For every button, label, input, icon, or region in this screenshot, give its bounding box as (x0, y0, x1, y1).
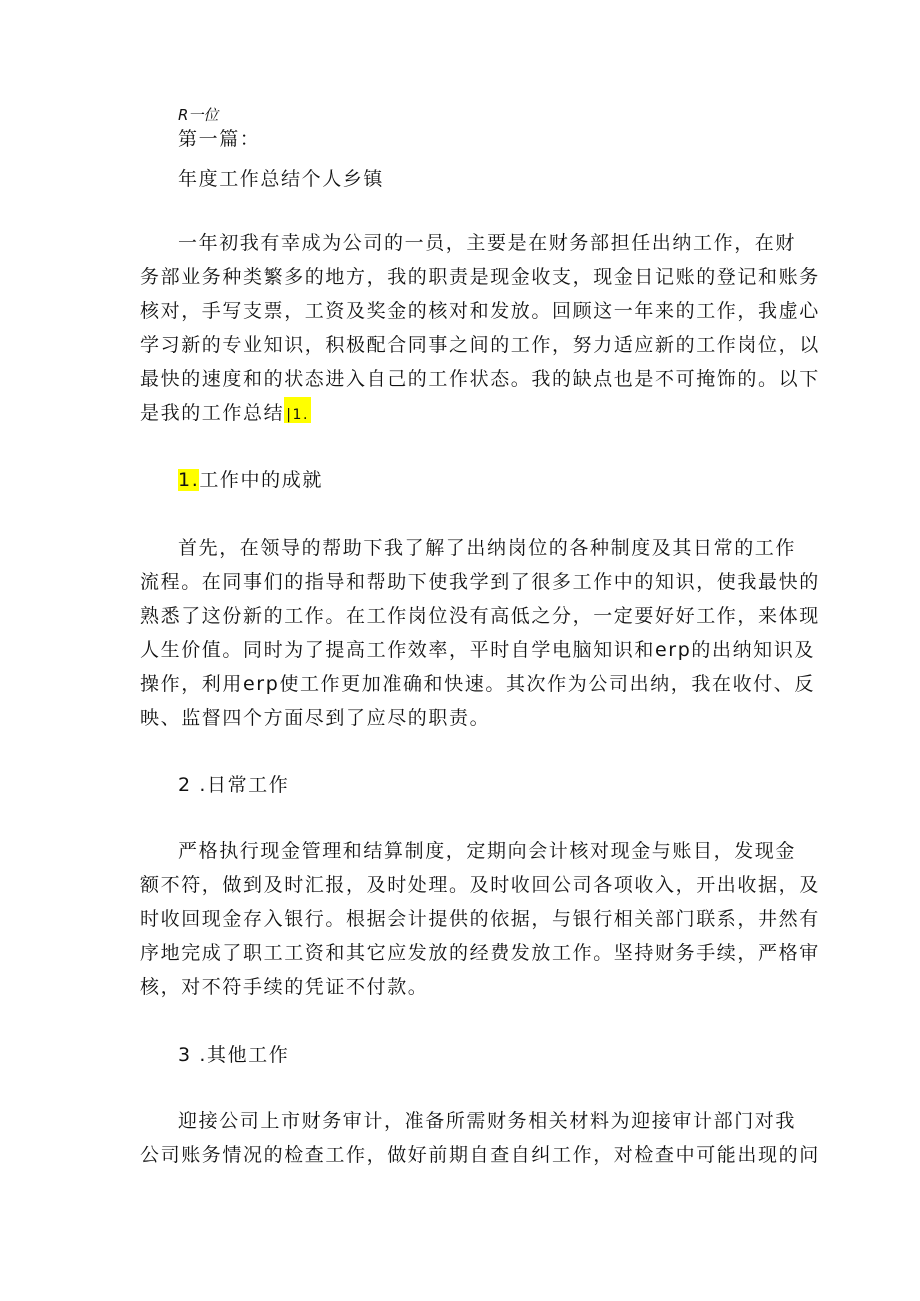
section-1-line-2: 流程。在同事们的指导和帮助下使我学到了很多工作中的知识，使我最快的 (140, 571, 820, 593)
section-2-heading: 2 .日常工作 (178, 774, 290, 796)
section-2-line-1: 严格执行现金管理和结算制度，定期向会计核对现金与账目，发现金 (178, 840, 797, 862)
section-1-heading (178, 465, 323, 492)
highlight-mark: |1. (284, 397, 311, 423)
intro-line-2: 务部业务种类繁多的地方，我的职责是现金收支，现金日记账的登记和账务 (140, 266, 820, 288)
section-1-number: 1. (178, 469, 200, 491)
intro-line-6-text: 是我的工作总结 (140, 402, 285, 424)
section-3-line-1: 迎接公司上市财务审计，准备所需财务相关材料为迎接审计部门对我 (178, 1110, 797, 1132)
intro-line-1: 一年初我有幸成为公司的一员，主要是在财务部担任出纳工作，在财 (178, 232, 797, 254)
section-3-line-2: 公司账务情况的检查工作，做好前期自查自纠工作，对检查中可能出现的问 (140, 1144, 820, 1166)
section-1-line-5: 操作，利用erp使工作更加准确和快速。其次作为公司出纳，我在收付、反 (140, 673, 815, 695)
section-2-line-3: 时收回现金存入银行。根据会计提供的依据，与银行相关部门联系，井然有 (140, 908, 820, 930)
intro-line-5: 最快的速度和的状态进入自己的工作状态。我的缺点也是不可掩饰的。以下 (140, 368, 820, 390)
intro-line-4: 学习新的专业知识，积极配合同事之间的工作，努力适应新的工作岗位，以 (140, 334, 820, 356)
header-mark: R一位 (178, 106, 219, 124)
section-2-line-4: 序地完成了职工工资和其它应发放的经费发放工作。坚持财务手续，严格审 (140, 942, 820, 964)
document-title: 年度工作总结个人乡镇 (178, 168, 385, 190)
intro-line-3: 核对，手写支票，工资及奖金的核对和发放。回顾这一年来的工作，我虚心 (140, 300, 820, 322)
chapter-label: 第一篇： (178, 128, 261, 150)
intro-line-6 (140, 398, 311, 425)
section-1-line-1: 首先，在领导的帮助下我了解了出纳岗位的各种制度及其日常的工作 (178, 537, 797, 559)
section-2-line-2: 额不符，做到及时汇报，及时处理。及时收回公司各项收入，开出收据，及 (140, 874, 820, 896)
section-1-line-3: 熟悉了这份新的工作。在工作岗位没有高低之分，一定要好好工作，来体现 (140, 605, 820, 627)
section-3-heading: 3 .其他工作 (178, 1044, 290, 1066)
section-1-line-4: 人生价值。同时为了提高工作效率，平时自学电脑知识和erp的出纳知识及 (140, 639, 815, 661)
section-1-title: 工作中的成就 (199, 469, 323, 491)
section-1-line-6: 映、监督四个方面尽到了应尽的职责。 (140, 707, 491, 729)
section-2-line-5: 核，对不符手续的凭证不付款。 (140, 976, 429, 998)
